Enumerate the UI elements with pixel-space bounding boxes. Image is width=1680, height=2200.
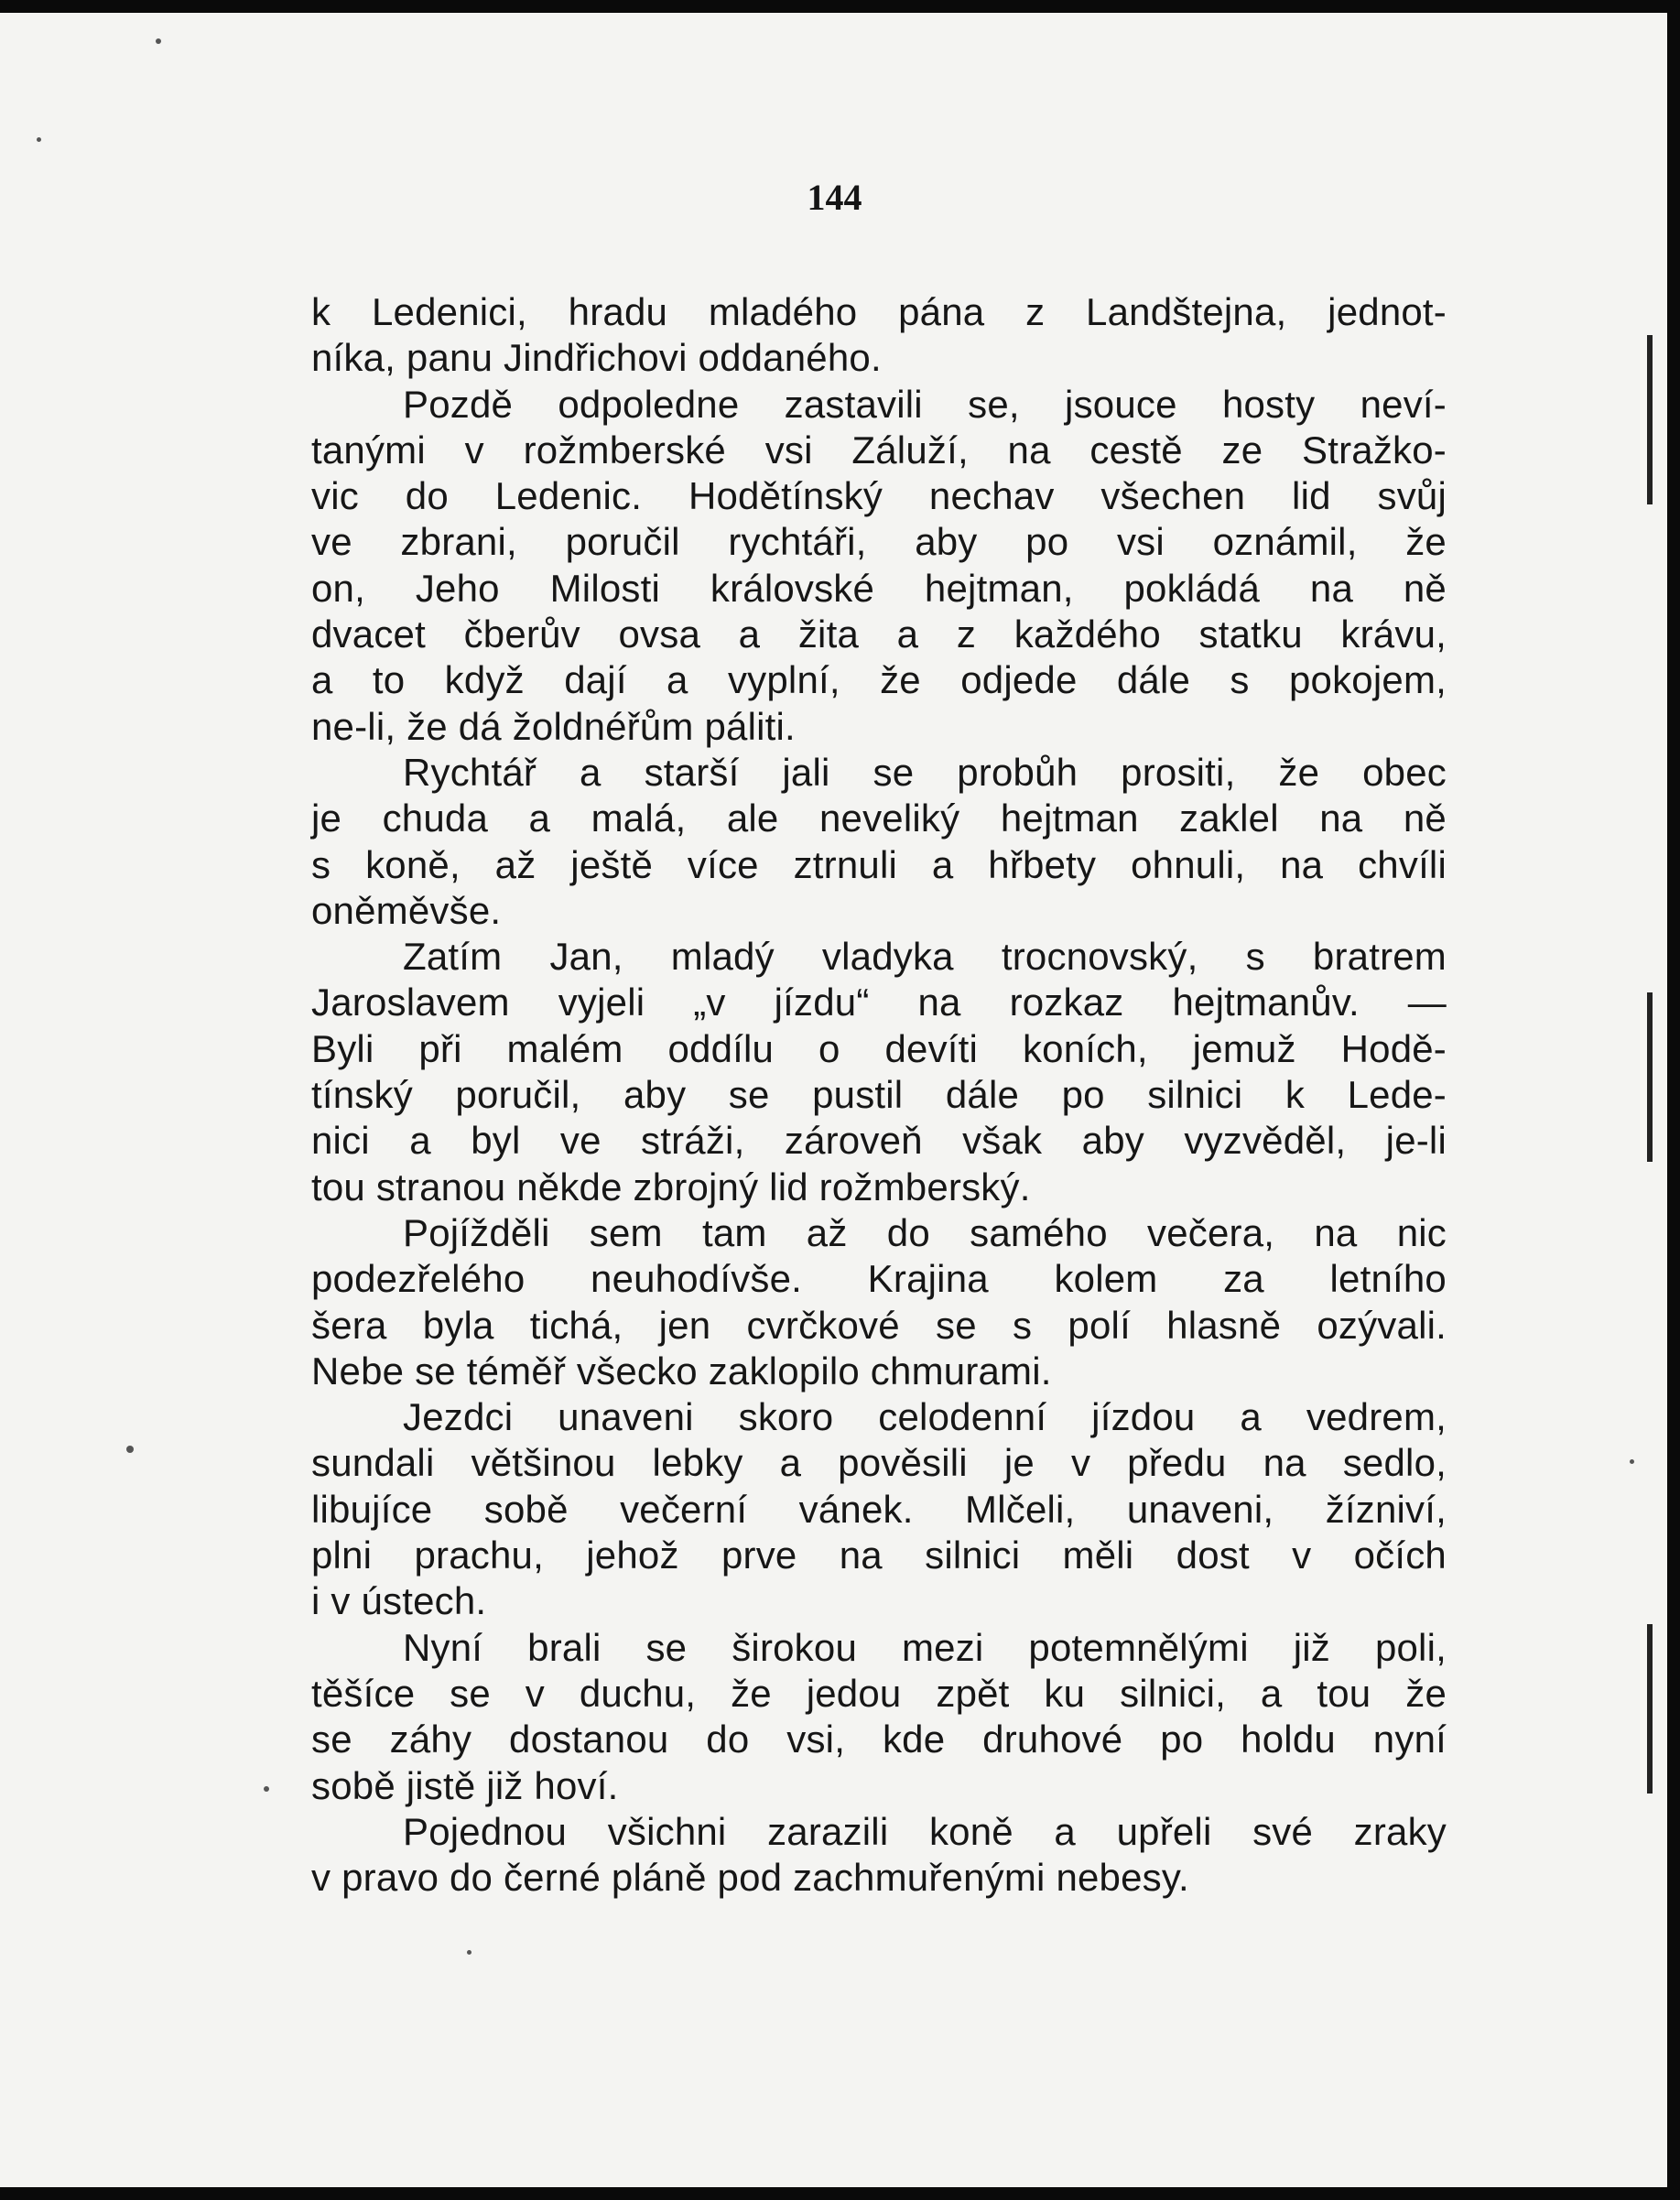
text-line: plni prachu, jehož prve na silnici měli dost v očích (311, 1533, 1447, 1577)
scan-speck (467, 1950, 471, 1955)
text-line: s koně, až ještě více ztrnuli a hřbety ohnuli, na chvíli (311, 842, 1447, 886)
margin-mark (1647, 992, 1653, 1162)
text-line: ne-li, že dá žoldnéřům páliti. (311, 704, 796, 748)
paragraph (311, 289, 1447, 382)
text-line: Nebe se téměř všecko zaklopilo chmurami. (311, 1349, 1052, 1393)
scan-speck (156, 38, 161, 44)
text-line: Pojížděli sem tam až do samého večera, na nic (403, 1210, 1447, 1254)
scan-speck (126, 1446, 134, 1453)
paragraph (311, 1394, 1447, 1624)
page-number: 144 (807, 177, 862, 218)
text-line: šera byla tichá, jen cvrčkové se s polí hlasně ozývali. (311, 1303, 1447, 1347)
text-line: ve zbrani, poručil rychtáři, aby po vsi oznámil, že (311, 520, 1447, 564)
text-line: nici a byl ve stráži, zároveň však aby vyzvěděl, je-li (311, 1119, 1447, 1163)
book-page (0, 13, 1669, 2188)
text-line: a to když dají a vyplní, že odjede dále s pokojem, (311, 658, 1447, 702)
text-line: Zatím Jan, mladý vladyka trocnovský, s bratrem (403, 935, 1447, 979)
body-text (311, 289, 1447, 1901)
paragraph (311, 750, 1447, 934)
scan-border-bottom (0, 2187, 1680, 2200)
scan-border-top (0, 0, 1680, 13)
text-line: i v ústech. (311, 1579, 487, 1623)
margin-mark (1647, 335, 1653, 504)
paragraph (311, 1210, 1447, 1394)
text-line: se záhy dostanou do vsi, kde druhové po holdu nyní (311, 1718, 1447, 1761)
text-line: Jaroslavem vyjeli „v jízdu“ na rozkaz hejtmanův. — (311, 981, 1447, 1024)
text-line: k Ledenici, hradu mladého pána z Landštejna, jednot- (311, 290, 1447, 333)
paragraph (311, 934, 1447, 1210)
text-line: Pojednou všichni zarazili koně a upřeli své zraky (403, 1809, 1447, 1853)
margin-mark (1647, 1624, 1653, 1794)
text-line: Byli při malém oddílu o devíti koních, jemuž Hodě- (311, 1026, 1447, 1070)
text-line: Pozdě odpoledne zastavili se, jsouce hosty neví- (403, 382, 1447, 426)
text-line: v pravo do černé pláně pod zachmuřenými nebesy. (311, 1856, 1189, 1900)
text-line: je chuda a malá, ale neveliký hejtman zaklel na ně (311, 797, 1447, 840)
text-line: podezřelého neuhodívše. Krajina kolem za letního (311, 1257, 1447, 1301)
text-line: dvacet čberův ovsa a žita a z každého statku krávu, (311, 612, 1447, 656)
paragraph (311, 1625, 1447, 1809)
scan-speck (264, 1786, 269, 1792)
text-line: vic do Ledenic. Hodětínský nechav všechen lid svůj (311, 474, 1447, 518)
scan-border-right (1667, 0, 1680, 2200)
text-line: Nyní brali se širokou mezi potemnělými již poli, (403, 1625, 1447, 1669)
paragraph (311, 382, 1447, 750)
text-line: tanými v rožmberské vsi Záluží, na cestě ze Stražko- (311, 428, 1447, 471)
text-line: tínský poručil, aby se pustil dále po silnici k Lede- (311, 1073, 1447, 1117)
text-line: sobě jistě již hoví. (311, 1763, 619, 1807)
text-line: libujíce sobě večerní vánek. Mlčeli, unaveni, žízniví, (311, 1487, 1447, 1531)
scan-speck (1630, 1459, 1634, 1464)
text-line: on, Jeho Milosti královské hejtman, pokládá na ně (311, 566, 1447, 610)
text-line: oněměvše. (311, 888, 502, 932)
text-line: těšíce se v duchu, že jedou zpět ku silnici, a tou že (311, 1671, 1447, 1715)
text-line: níka, panu Jindřichovi oddaného. (311, 336, 882, 380)
text-line: tou stranou někde zbrojný lid rožmberský. (311, 1165, 1031, 1208)
scan-speck (37, 137, 41, 142)
text-line: Rychtář a starší jali se probůh prositi, že obec (403, 750, 1447, 794)
paragraph (311, 1809, 1447, 1902)
text-line: sundali většinou lebky a pověsili je v předu na sedlo, (311, 1441, 1447, 1485)
text-line: Jezdci unaveni skoro celodenní jízdou a vedrem, (403, 1395, 1447, 1439)
